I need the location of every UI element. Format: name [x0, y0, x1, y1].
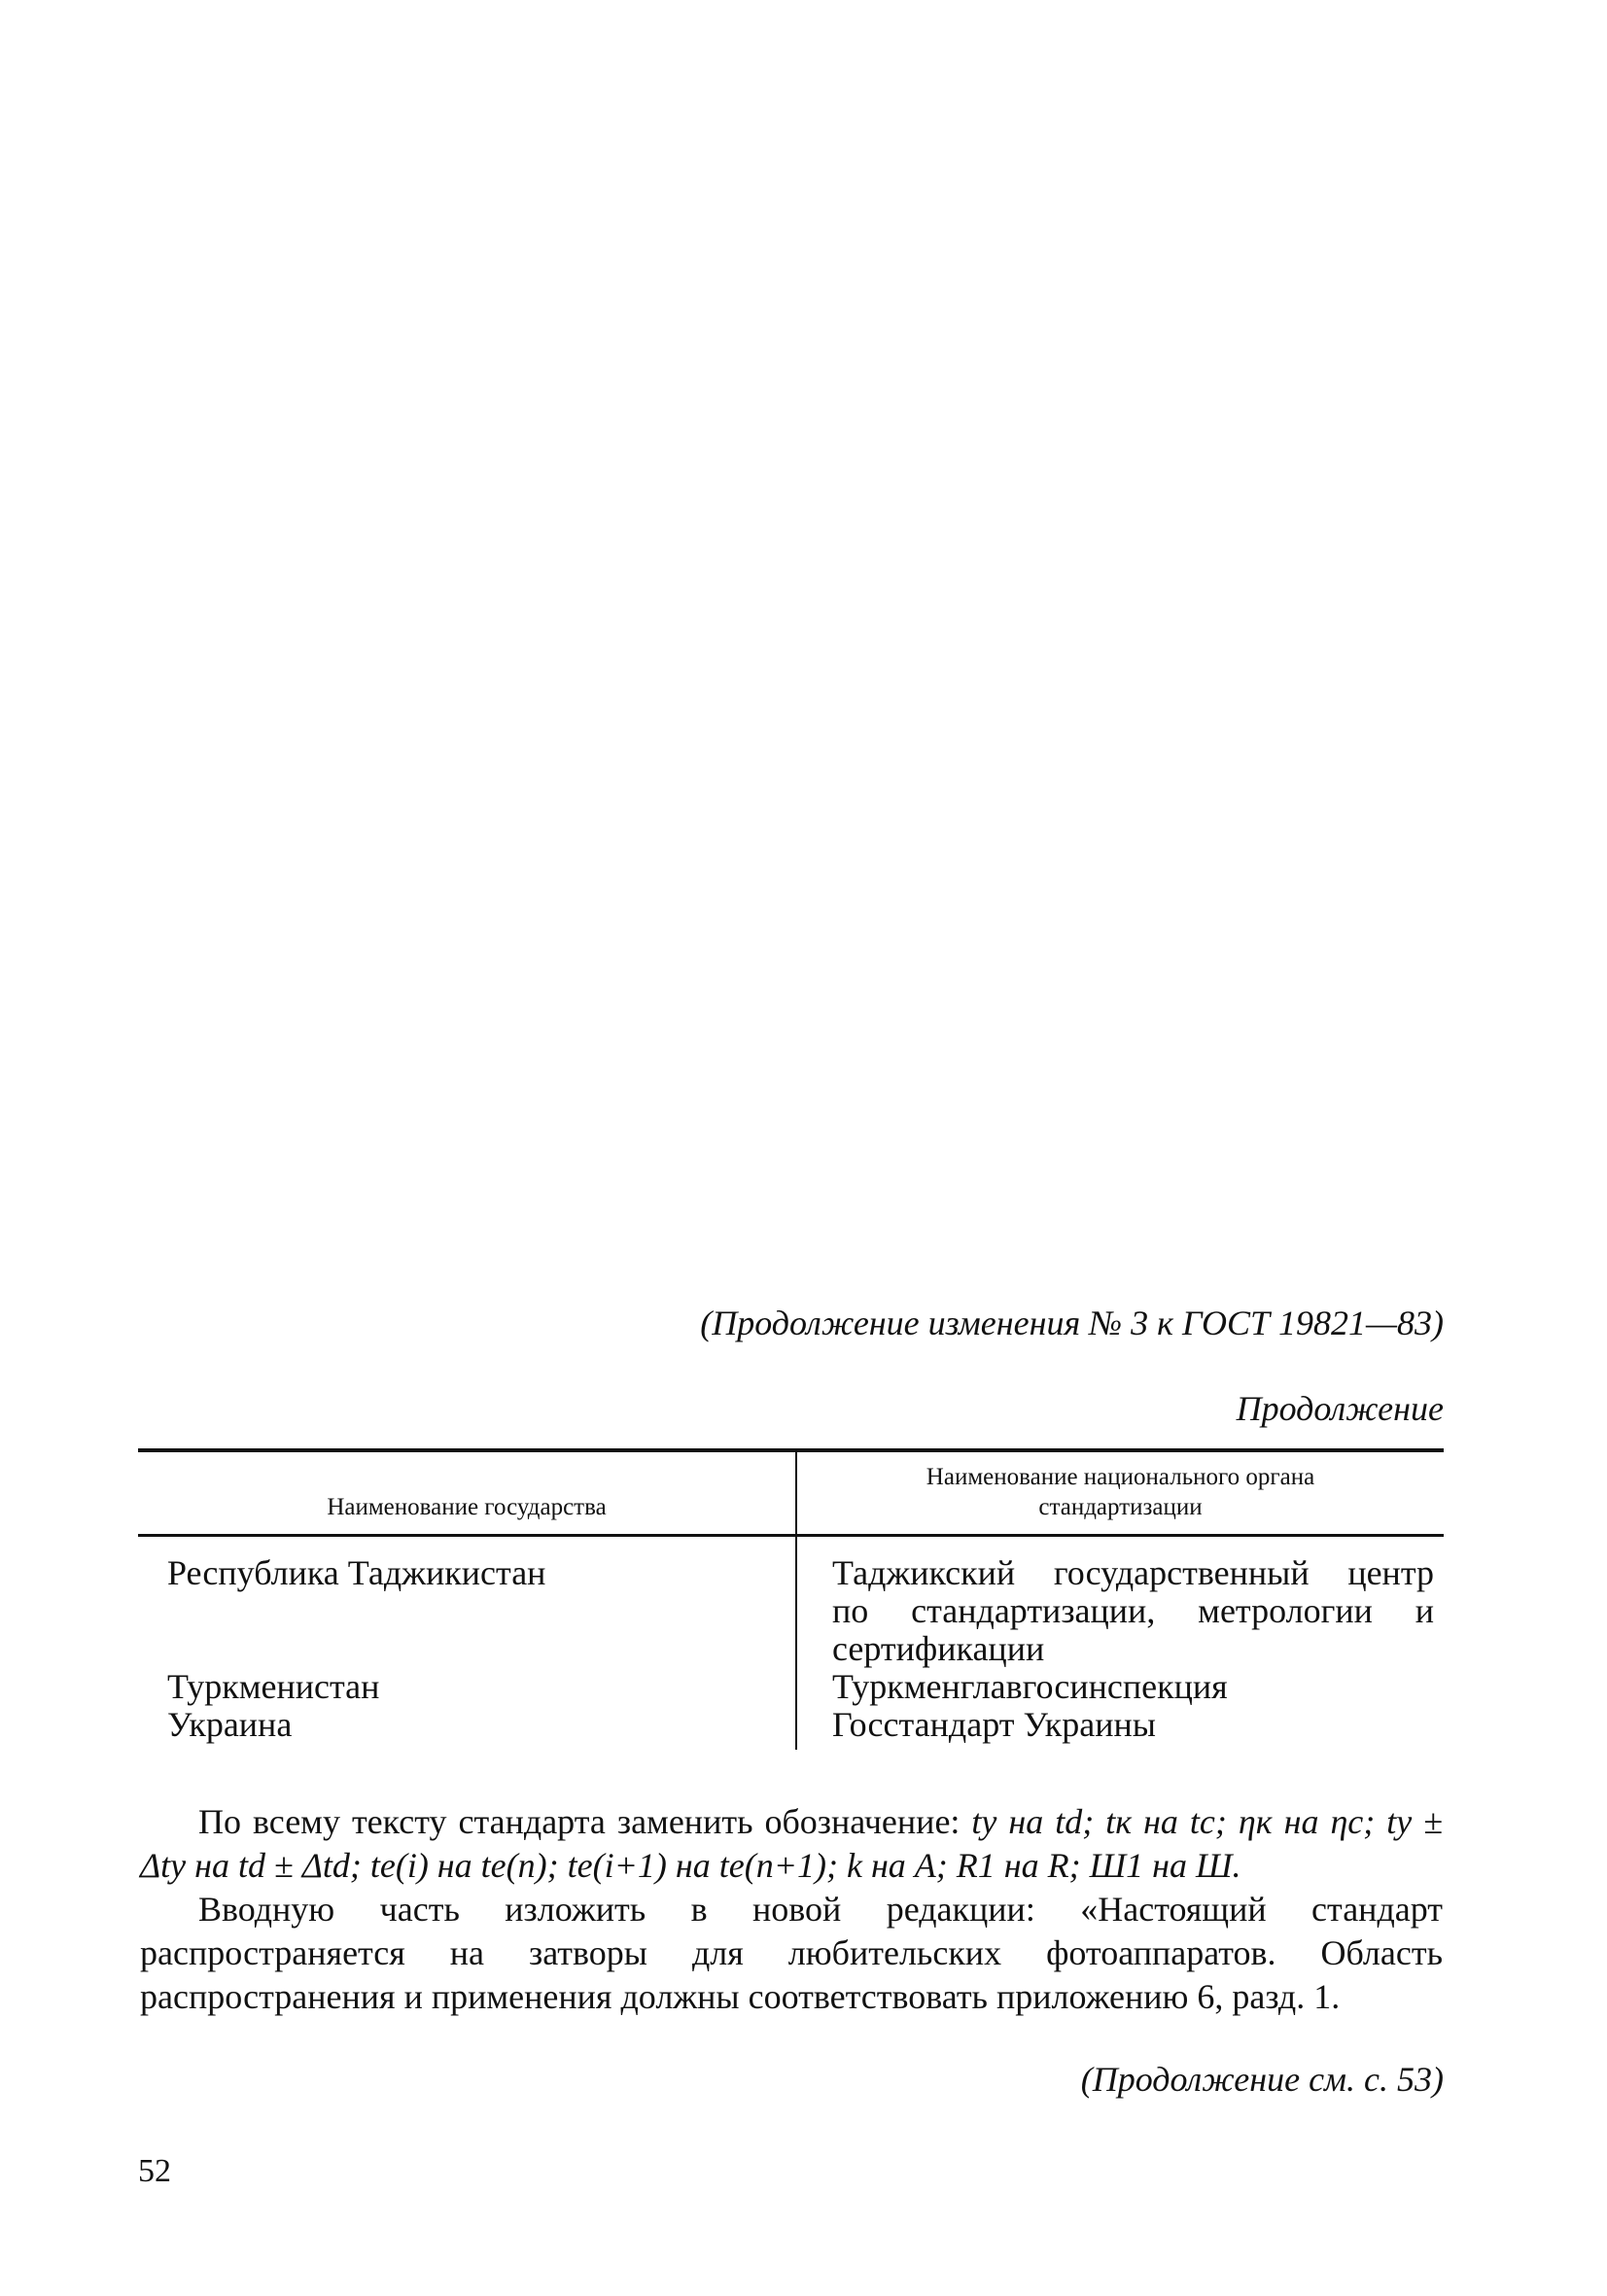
- table-row: [138, 1668, 1444, 1706]
- continuation-footer-note: (Продолжение см. с. 53): [1080, 2060, 1444, 2099]
- paragraph-introduction-revision: Вводную часть изложить в новой редакции: «Настоящий стандарт распространяется на затворы для любительских фотоаппаратов. Область распространения и применения должны соответствовать приложению 6, разд. 1.: [140, 1890, 1443, 2016]
- body-line: сертификации: [832, 1629, 1045, 1668]
- paragraph-intro: По всему тексту стандарта заменить обозначение:: [198, 1802, 961, 1841]
- body-text: [140, 1800, 1443, 2019]
- table-row: [138, 1536, 1444, 1669]
- body-line: Таджикский государственный центр: [832, 1553, 1434, 1592]
- body-line: по стандартизации, метрологии и: [832, 1591, 1434, 1630]
- header-body-name-text: Наименование национального органа стандартизации: [926, 1464, 1315, 1520]
- body-cell: Туркменглавгосинспекция: [832, 1667, 1228, 1706]
- amendment-header-note: (Продолжение изменения № 3 к ГОСТ 19821—83): [700, 1304, 1444, 1342]
- table-header-row: [138, 1450, 1444, 1536]
- continued-label: Продолжение: [1236, 1389, 1444, 1428]
- standardization-bodies-table: [138, 1448, 1444, 1750]
- header-state-name: Наименование государства: [138, 1450, 796, 1536]
- state-cell: Туркменистан: [138, 1668, 796, 1706]
- body-cell: Госстандарт Украины: [832, 1705, 1156, 1744]
- page-number: 52: [138, 2153, 171, 2189]
- replacements-text: tу на td; tк на tс; ηк на ηс; tу ± Δtу на td ± Δtd; tе(i) на tе(n); tе(i+1) на tе(n+1); k на A; R1 на R; Ш1 на Ш.: [140, 1802, 1443, 1885]
- header-body-name: [796, 1450, 1444, 1536]
- table-row: [138, 1706, 1444, 1750]
- body-cell: [796, 1536, 1444, 1669]
- state-cell: Украина: [138, 1706, 796, 1750]
- paragraph-designation-replacements: [140, 1800, 1443, 1888]
- state-cell: Республика Таджикистан: [138, 1536, 796, 1669]
